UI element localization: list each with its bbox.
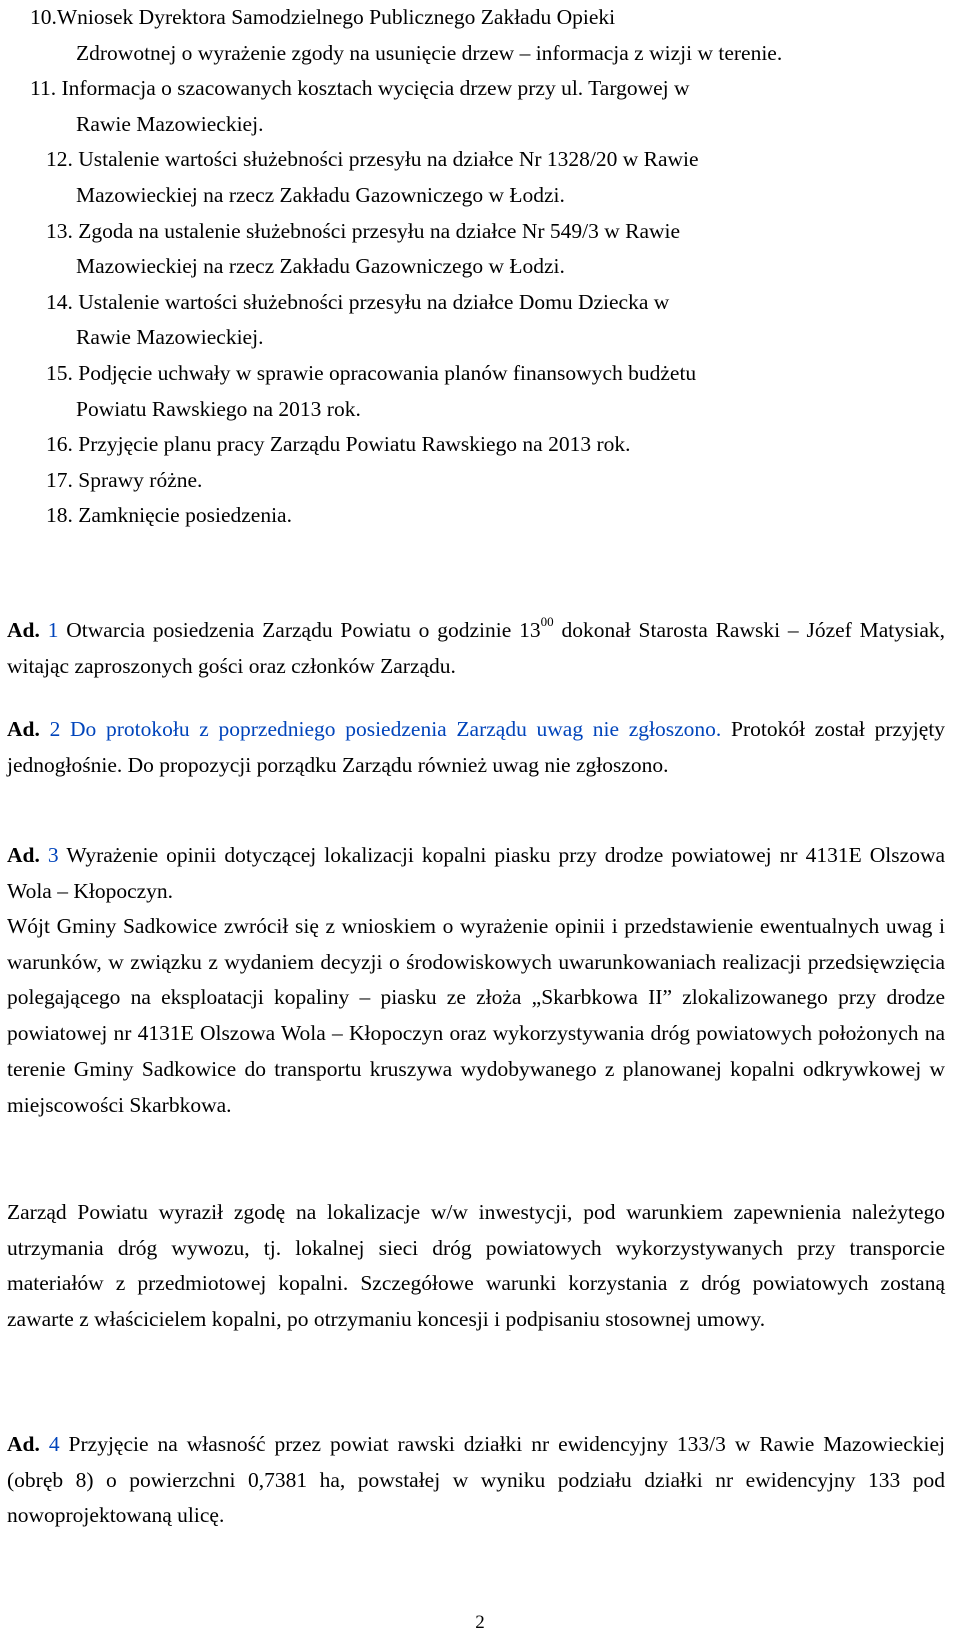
ad-label: Ad. xyxy=(7,1432,40,1456)
ad-number: 1 xyxy=(47,618,59,642)
item-number: 15. xyxy=(46,360,73,385)
item-text: Sprawy różne. xyxy=(78,467,203,492)
ad-label: Ad. xyxy=(7,618,40,642)
agenda-item-17 xyxy=(30,463,945,499)
item-continuation: Powiatu Rawskiego na 2013 rok. xyxy=(76,396,361,421)
ad-number: 3 xyxy=(47,843,59,867)
ad1-paragraph xyxy=(7,613,945,684)
item-continuation: Mazowieckiej na rzecz Zakładu Gazowniczego w Łodzi. xyxy=(76,254,565,279)
item-number: 12. xyxy=(46,147,73,172)
item-text: Informacja o szacowanych kosztach wycięcia drzew przy ul. Targowej w xyxy=(61,76,690,101)
item-text: Ustalenie wartości służebności przesyłu na działce Nr 1328/20 w Rawie xyxy=(78,147,699,172)
ad-label: Ad. xyxy=(7,843,40,867)
item-number: 16. xyxy=(46,432,73,457)
time-superscript: 00 xyxy=(540,614,554,629)
agenda-item-13 xyxy=(30,214,945,285)
item-text: Zgoda na ustalenie służebności przesyłu na działce Nr 549/3 w Rawie xyxy=(78,218,681,243)
ad2-paragraph xyxy=(7,712,945,783)
ad4-paragraph xyxy=(7,1427,945,1534)
ad2-heading: Do protokołu z poprzedniego posiedzenia Zarządu uwag nie zgłoszono. xyxy=(70,717,722,741)
ad-number: 2 xyxy=(49,717,61,741)
agenda-item-18 xyxy=(30,498,945,534)
item-text: Zamknięcie posiedzenia. xyxy=(78,503,292,528)
item-continuation: Rawie Mazowieckiej. xyxy=(76,325,264,350)
ad3-paragraph-2: Zarząd Powiatu wyraził zgodę na lokalizacje w/w inwestycji, pod warunkiem zapewnienia należytego utrzymania dróg wywozu, tj. lokalnej sieci dróg powiatowych wykorzystywanych przy transporcie materiałów z przedmiotowej kopalni. Szczegółowe warunki korzystania z dróg powiatowych zostaną zawarte z właścicielem kopalni, po otrzymaniu koncesji i podpisaniu stosownej umowy. xyxy=(7,1200,945,1332)
item-text: Ustalenie wartości służebności przesyłu na działce Domu Dziecka w xyxy=(78,289,670,314)
item-number: 10. xyxy=(30,5,57,29)
ad-number: 4 xyxy=(48,1432,60,1456)
ad3-paragraph-1: Wójt Gminy Sadkowice zwrócił się z wnioskiem o wyrażenie opinii i przedstawienie ewentualnych uwag i warunków, w związku z wydaniem decyzji o środowiskowych uwarunkowaniach realizacji przedsięwzięcia polegającego na eksploatacji kopaliny – piasku ze złoża „Skarbkowa II” zlokalizowanego przy drodze powiatowej nr 4131E Olszowa Wola – Kłopoczyn oraz wykorzystywania dróg powiatowych położonych na terenie Gminy Sadkowice do transportu kruszywa wydobywanego z planowanej kopalni odkrywkowej w miejscowości Skarbkowa. xyxy=(7,914,945,1117)
item-continuation: Rawie Mazowieckiej. xyxy=(76,111,264,136)
item-continuation: Zdrowotnej o wyrażenie zgody na usunięcie drzew – informacja z wizji w terenie. xyxy=(76,40,783,65)
page-number: 2 xyxy=(475,1612,485,1633)
item-text: Wniosek Dyrektora Samodzielnego Publicznego Zakładu Opieki xyxy=(56,5,616,29)
ad3-heading xyxy=(7,838,945,909)
ad1-text: Otwarcia posiedzenia Zarządu Powiatu o godzinie 13 xyxy=(66,618,541,642)
item-number: 11. xyxy=(30,76,57,101)
ad2-text: Protokół został przyjęty jednogłośnie. Do propozycji porządku Zarządu również uwag nie zgłoszono. xyxy=(7,717,946,777)
ad-label: Ad. xyxy=(7,717,40,741)
ad1-text-continued: dokonał Starosta Rawski – Józef Matysiak, witając zaproszonych gości oraz członków Zarządu. xyxy=(7,618,946,678)
item-number: 17. xyxy=(46,467,73,492)
item-continuation: Mazowieckiej na rzecz Zakładu Gazowniczego w Łodzi. xyxy=(76,182,565,207)
agenda-item-16 xyxy=(30,427,945,463)
agenda-item-11 xyxy=(30,71,945,142)
agenda-item-14 xyxy=(30,285,945,356)
agenda-item-12 xyxy=(30,142,945,213)
ad3-heading-text: Wyrażenie opinii dotyczącej lokalizacji kopalni piasku przy drodze powiatowej nr 4131E Olszowa Wola – Kłopoczyn. xyxy=(7,843,946,903)
item-number: 18. xyxy=(46,503,73,528)
agenda-list xyxy=(30,0,945,534)
agenda-item-10 xyxy=(30,0,945,71)
item-number: 14. xyxy=(46,289,73,314)
agenda-item-15 xyxy=(30,356,945,427)
ad4-text: Przyjęcie na własność przez powiat rawski działki nr ewidencyjny 133/3 w Rawie Mazowieckiej (obręb 8) o powierzchni 0,7381 ha, powstałej w wyniku podziału działki nr ewidencyjny 133 pod nowoprojektowaną ulicę. xyxy=(7,1432,946,1528)
item-number: 13. xyxy=(46,218,73,243)
item-text: Przyjęcie planu pracy Zarządu Powiatu Rawskiego na 2013 rok. xyxy=(78,432,631,457)
item-text: Podjęcie uchwały w sprawie opracowania planów finansowych budżetu xyxy=(78,360,697,385)
